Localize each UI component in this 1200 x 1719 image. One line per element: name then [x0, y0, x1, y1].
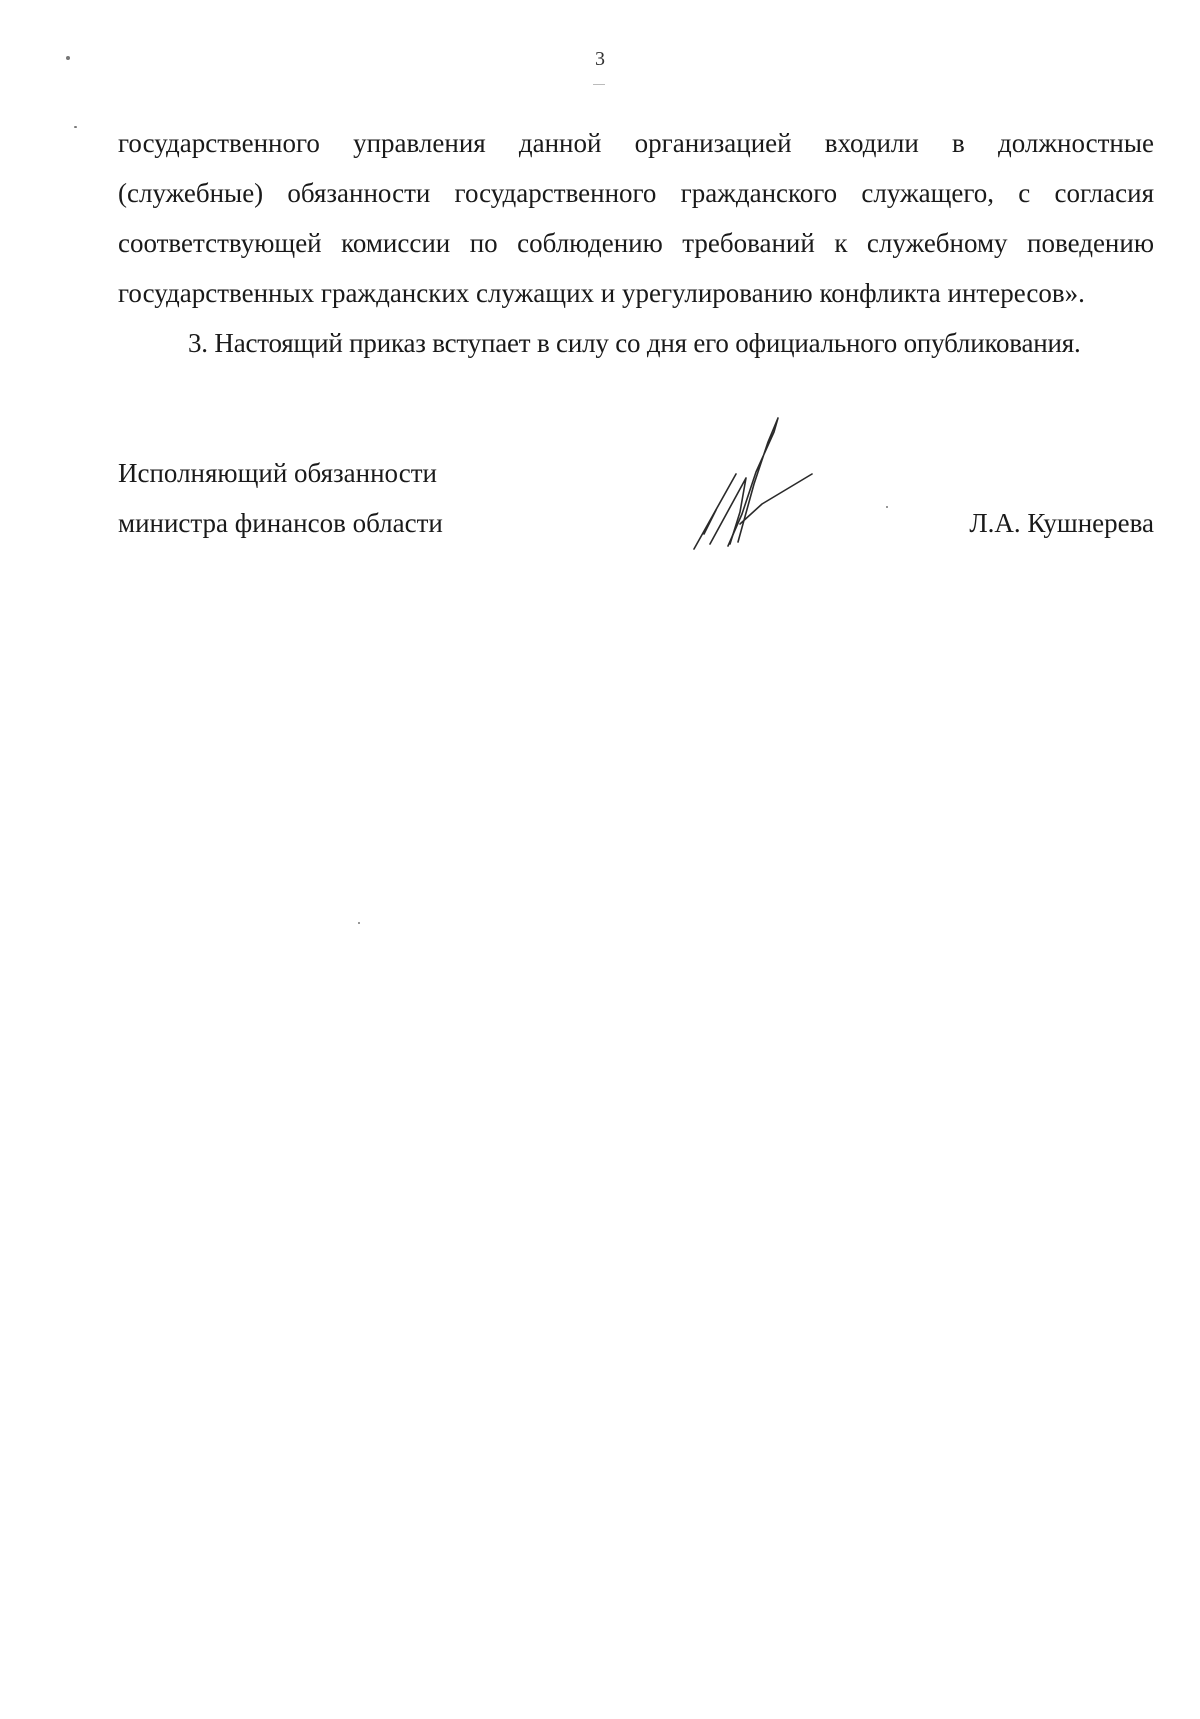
scan-speck [358, 922, 360, 924]
signature-block [118, 448, 1154, 568]
signer-title-line-2: министра финансов области [118, 508, 443, 538]
signer-title [118, 448, 443, 548]
body-line: (служебные) обязанности государственного гражданского служащего, с согласия [118, 178, 1154, 208]
page-number: 3 [595, 48, 605, 70]
body-line: государственного управления данной организацией входили в должностные [118, 128, 1154, 158]
body-line: соответствующей комиссии по соблюдению требований к служебному поведению [118, 228, 1154, 258]
signer-name: Л.А. Кушнерева [969, 508, 1154, 538]
scan-speck [74, 126, 77, 128]
signer-title-line-1: Исполняющий обязанности [118, 458, 437, 488]
document-body [118, 118, 1154, 368]
body-line: государственных гражданских служащих и урегулированию конфликта интересов». [118, 278, 1085, 308]
scan-speck [66, 56, 70, 60]
clause-3-paragraph: 3. Настоящий приказ вступает в силу со дня его официального опубликования. [188, 328, 1081, 358]
handwritten-signature [684, 414, 824, 554]
page-number-underline [593, 84, 605, 85]
